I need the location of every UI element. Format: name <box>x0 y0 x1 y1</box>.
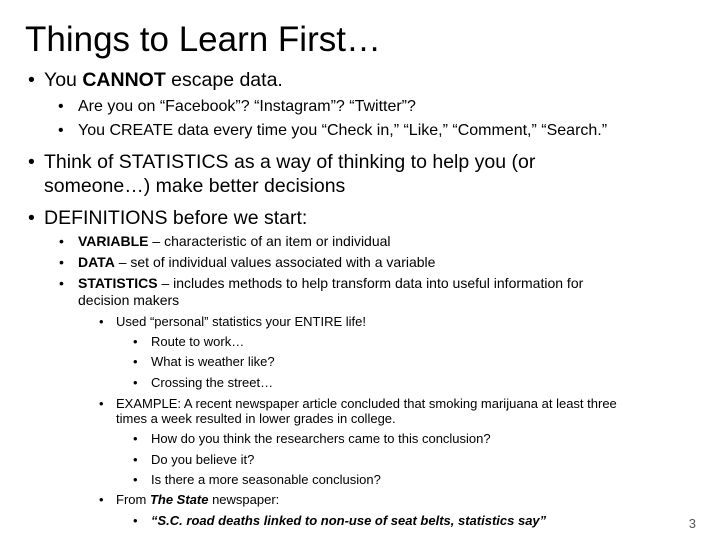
variable-term: VARIABLE <box>78 233 149 249</box>
from-post-text: newspaper: <box>208 492 280 507</box>
bullet-seasonable-conclusion: Is there a more seasonable conclusion? <box>151 472 381 487</box>
definition-statistics-line1 <box>78 275 583 292</box>
statistics-term: STATISTICS <box>78 275 158 291</box>
bullet-believe-it: Do you believe it? <box>151 452 255 467</box>
page-number: 3 <box>688 516 696 531</box>
bullet-newspaper-quote: “S.C. road deaths linked to non-use of seat belts, statistics say” <box>151 513 547 528</box>
bullet-cannot-escape <box>44 68 283 92</box>
bullet-icon: • <box>133 452 138 467</box>
newspaper-name: The State <box>149 492 209 507</box>
cannot-bold-text: CANNOT <box>82 69 166 91</box>
bullet-icon: • <box>59 254 64 270</box>
definition-data <box>78 254 435 271</box>
bullet-icon: • <box>133 431 138 446</box>
bullet-definitions: DEFINITIONS before we start: <box>44 207 308 229</box>
definition-statistics-line2: decision makers <box>78 292 180 308</box>
data-term: DATA <box>78 254 115 270</box>
bullet-crossing-street: Crossing the street… <box>151 375 274 390</box>
bullet-icon: • <box>58 98 64 115</box>
bullet-from-the-state <box>116 492 279 508</box>
bullet-icon: • <box>99 492 104 507</box>
bullet-icon: • <box>59 233 64 249</box>
bullet-icon: • <box>59 275 64 291</box>
bullet-icon: • <box>133 354 138 369</box>
bullet-route-to-work: Route to work… <box>151 334 245 349</box>
variable-definition: – characteristic of an item or individual <box>148 233 391 249</box>
cannot-pre-text: You <box>44 69 83 91</box>
bullet-think-statistics-line1: Think of STATISTICS as a way of thinking to help you (or <box>44 151 536 173</box>
bullet-think-statistics-line2: someone…) make better decisions <box>44 175 346 197</box>
bullet-icon: • <box>28 207 35 229</box>
bullet-icon: • <box>99 314 104 329</box>
data-definition: – set of individual values associated with a variable <box>114 254 436 270</box>
bullet-icon: • <box>99 396 104 411</box>
slide-title: Things to Learn First… <box>25 20 381 59</box>
bullet-icon: • <box>58 122 64 139</box>
bullet-create-data: You CREATE data every time you “Check in,” “Like,” “Comment,” “Search.” <box>78 122 608 139</box>
bullet-icon: • <box>133 375 138 390</box>
bullet-weather: What is weather like? <box>151 354 275 369</box>
bullet-personal-statistics: Used “personal” statistics your ENTIRE life! <box>116 314 366 329</box>
from-pre-text: From <box>116 492 150 507</box>
bullet-icon: • <box>28 69 35 91</box>
bullet-facebook: Are you on “Facebook”? “Instagram”? “Twitter”? <box>78 98 416 115</box>
definition-variable <box>78 233 391 250</box>
bullet-icon: • <box>133 334 138 349</box>
cannot-post-text: escape data. <box>165 69 283 91</box>
bullet-icon: • <box>133 513 138 528</box>
statistics-definition: – includes methods to help transform data into useful information for <box>157 275 584 291</box>
bullet-icon: • <box>28 151 35 173</box>
bullet-icon: • <box>133 472 138 487</box>
bullet-example-line2: times a week resulted in lower grades in college. <box>116 411 396 426</box>
bullet-how-researchers: How do you think the researchers came to this conclusion? <box>151 431 491 446</box>
bullet-example-line1: EXAMPLE: A recent newspaper article concluded that smoking marijuana at least three <box>116 396 617 411</box>
